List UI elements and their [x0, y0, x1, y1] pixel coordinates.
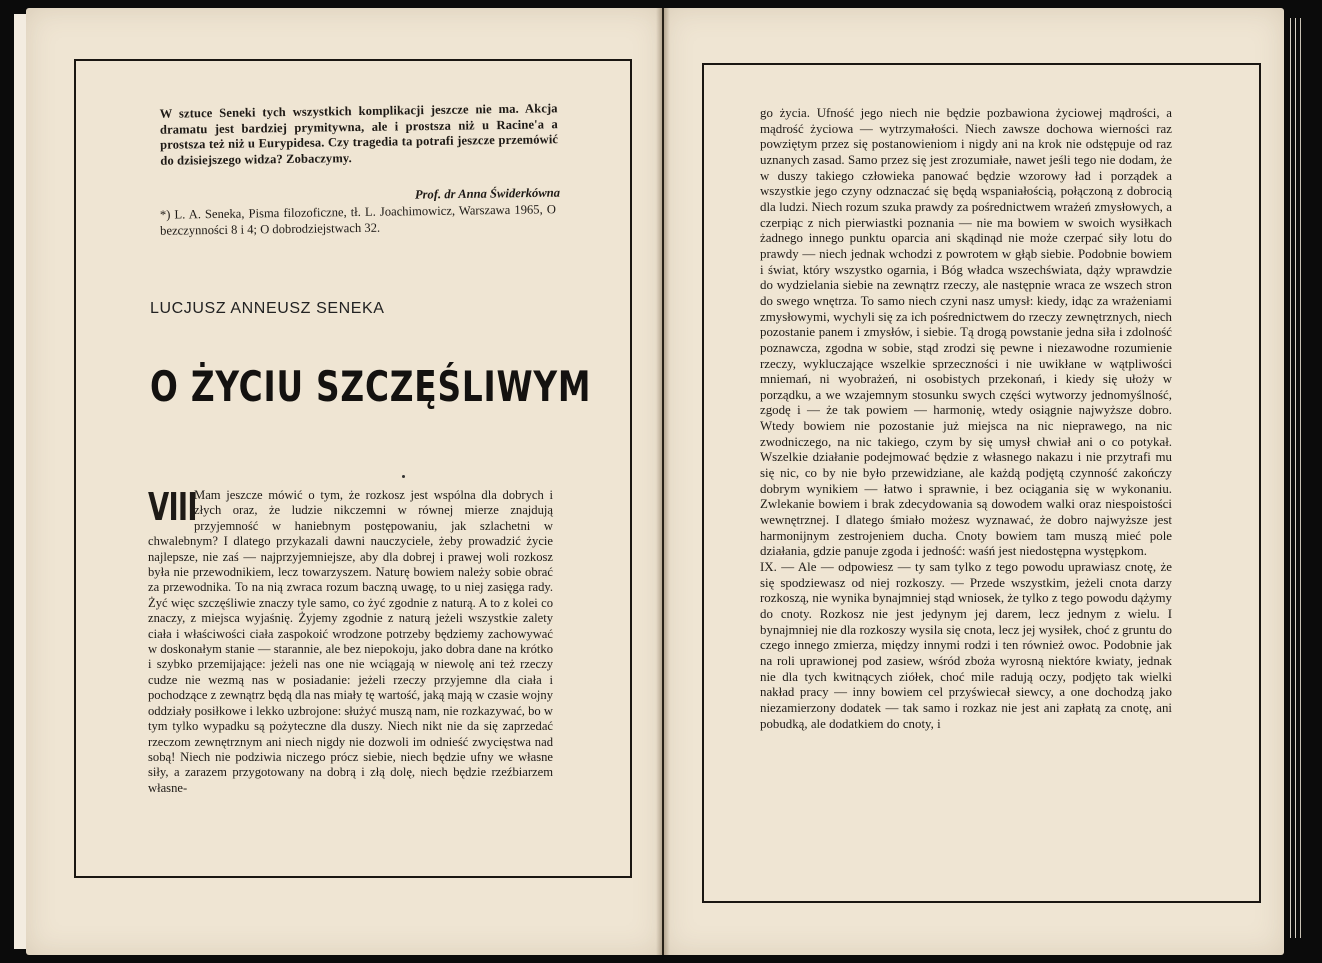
footnote: *) L. A. Seneka, Pisma filozoficzne, tł. L. Joachimowicz, Warszawa 1965, O bezczynności 8 i 4; O dobrodziejstwach 32. — [159, 202, 556, 238]
author-signature: Prof. dr Anna Świderkówna — [414, 185, 561, 202]
paragraph-ix: IX. — Ale — odpowiesz — ty sam tylko z tego powodu uprawiasz cnotę, że się spodziewasz od niej rozkoszy. — Przede wszystkim, jeżeli cnota darzy rozkoszą, nie wynika bynajmniej stąd wniosek, że tylko z tego powodu dążymy do cnoty. Rozkosz nie jest jedynym jej darem, lecz jednym z wielu. I bynajmniej nie dla rozkoszy wysila się cnota, lecz jej wysiłek, choć z gruntu do czego innego zmierza, między innymi rodzi i ten również owoc. Podobnie jak na roli uprawionej pod zasiew, wśród zboża wyrosną niektóre kwiaty, jednak nie dla tych kwitnących ziółek, choć mile radują oczy, podjęto tak wielki nakład pracy — inny bowiem cel przyświecał siewcy, a one dochodzą jako niezamierzony dodatek — tak samo i rozkaz nie jest ani zapłatą za cnotę, ani pobudką, ale dodatkiem do cnoty, i — [760, 560, 1172, 731]
page-stack-right-edge — [1288, 18, 1312, 938]
chapter-number-dropcap: VIII — [148, 485, 197, 529]
separator-dot — [402, 475, 405, 478]
bleed-through-marks — [1000, 845, 1200, 885]
chapter-viii — [148, 485, 553, 796]
chapter-viii-text: Mam jeszcze mówić o tym, że rozkosz jest wspólna dla dobrych i złych oraz, że ludzie nikczemni w równej mierze znajdują przyjemność w haniebnym postępowaniu, jak szlachetni w chwalebnym? I dlatego przykazali dawni nauczyciele, żeby prowadzić życie najlepsze, nie zaś — najprzyjemniejsze, aby dla dobrej i prawej woli rozkosz była nie przewodnikiem, lecz towarzyszem. Naturę bowiem należy sobie obrać za przewodnika. To na nią zwraca rozum baczną uwagę, to u niej zasięga rady. Żyć więc szczęśliwie znaczy tyle samo, co żyć zgodnie z naturą. A to z kolei co znaczy, z miejsca wyjaśnię. Żyjemy zgodnie z naturą jeżeli wszystkie zalety ciała i właściwości ciała zaspokoić wrodzone potrzeby będziemy zachowywać w doskonałym stanie — starannie, ale bez niepokoju, jako dobra dane na krótko i szybko przemijające: jeżeli nas one nie wciągają w niewolę ani też rzeczy cudze nie wezmą nas w posiadanie: jeżeli rzeczy przyjemne dla ciała i pochodzące z zewnątrz będą dla nas miały tę wartość, jaką mają w czasie wojny oddziały posiłkowe i lekko uzbrojone: służyć muszą nam, nie rozkazywać, bo w tym tylko wypadku są pożyteczne dla duszy. Niech nikt nie da się zaprzedać rzeczom zewnętrznym ani niech nigdy nie dozwoli im odnieść zwycięstwa nad sobą! Niech nie podziwia niczego prócz siebie, niech będzie ufny we własne siły, a zarazem przygotowany na dobrą i złą dolę, niech będzie rzeźbiarzem własne- — [148, 488, 553, 795]
intro-paragraph: W sztuce Seneki tych wszystkich komplikacji jeszcze nie ma. Akcja dramatu jest bardziej prymitywna, ale i prostsza niż u Racine'a a prostsza też niż u Eurypidesa. Czy tragedia ta potrafi jeszcze przemówić do dzisiejszego widza? Zobaczymy. — [159, 101, 559, 168]
paragraph-continued: go życia. Ufność jego niech nie będzie pozbawiona życiowej mądrości, a mądrość życiowa — wytrzymałości. Niech zawsze dochowa wierności raz powziętym przez się postanowieniom i nigdy ani na krok nie odstępuje od raz uznanych zasad. Samo przez się jest zrozumiałe, nawet jeśli tego nie dodam, że w duszy takiego człowieka panować będzie wzorowy ład i porządek a wszystkie jego czyny odznaczać się będą wspaniałością, połączoną z dobrocią dla ludzi. Niech rozum szuka prawdy za pośrednictwem wrażeń zmysłowych, a czerpiąc z nich pierwiastki poznania — nie ma bowiem w swoich wysiłkach żadnego innego punktu oparcia ani skądinąd nie może czerpać siły lotu do prawdy — niech jednak wchodzi z powrotem w głąb siebie. Podobnie bowiem i świat, który wszystko ogarnia, i Bóg władca wszechświata, dąży wprawdzie do wydzielania siebie na zewnątrz rzeczy, ale następnie wraca ze wszech stron do swego wnętrza. To samo niech czyni nasz umysł: kiedy, idąc za wrażeniami zmysłowymi, wychyli się za ich pośrednictwem do rzeczy zewnętrznych, niech pozostanie panem i zmysłów, i siebie. Tą drogą powstanie jedna siła i zdolność poznawcza, zgodna w sobie, stąd zrodzi się pewne i niezawodne rozumienie rzeczy, wykluczające wszelkie sprzeczności i nie uwikłane w wątpliwości mniemań, ni wyobrażeń, ni osobistych przekonań, i kiedy się ułoży w porządku, a we wzajemnym stosunku swych części wytworzy jednomyślność, zgodę i — że tak powiem — harmonię, wtedy osiągnie najwyższe dobro. Wtedy bowiem nie pozostanie już miejsca na nic nieprawego, na nic zwodniczego, na nic takiego, czym by się umysł chwiał ani o co potykał. Wszelkie działanie podejmować będzie z własnego nakazu i nie przytrafi mu się nic, co by nie było przewidziane, ale każdą podjętą czynność zakończy dobrym wynikiem — łatwo i sprawnie, i bez ociągania się w wykonaniu. Zwlekanie bowiem i brak zdecydowania są dowodem walki oraz niespoistości wewnętrznej. I dlatego śmiało możesz wyznawać, że dobro najwyższe jest harmonijnym zestrojeniem ducha. Cnoty bowiem tam muszą mieć pole działania, gdzie panuje zgoda i jedność: waśń jest niedostępna występkom. — [760, 106, 1172, 559]
right-page-text — [760, 106, 1172, 732]
article-title: O ŻYCIU SZCZĘŚLIWYM — [150, 362, 592, 411]
article-author: LUCJUSZ ANNEUSZ SENEKA — [150, 300, 385, 317]
book-gutter — [656, 8, 670, 955]
